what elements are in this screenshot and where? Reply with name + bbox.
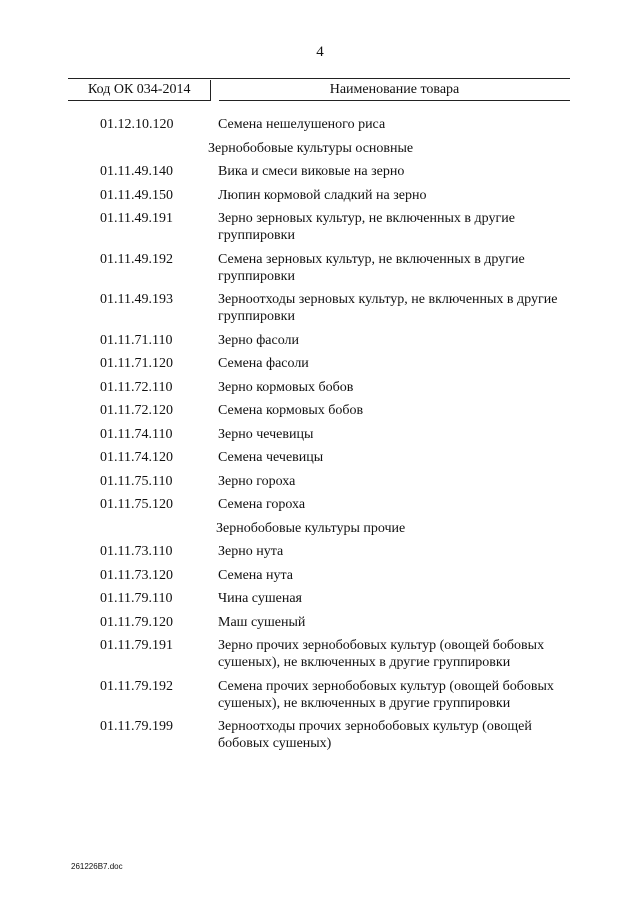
row-code: 01.11.71.110	[100, 332, 173, 348]
row-name: Зерно чечевицы	[218, 426, 314, 442]
table-row	[0, 332, 640, 349]
table-row	[0, 614, 640, 631]
footer-doc-code: 261226B7.doc	[71, 862, 123, 871]
row-name: Семена чечевицы	[218, 450, 324, 465]
table-row	[0, 210, 640, 244]
row-code: 01.11.79.120	[100, 614, 173, 630]
row-name: Зерно зерновых культур, не включенных в другие группировки	[218, 211, 515, 243]
section-heading: Зернобобовые культуры основные	[208, 140, 414, 156]
header-row	[68, 79, 570, 101]
row-code: 01.11.49.150	[100, 187, 173, 203]
row-name: Семена нута	[218, 567, 293, 583]
header-code-cell	[68, 80, 211, 101]
table-row	[0, 473, 640, 490]
table-row	[0, 567, 640, 584]
row-name: Семена нешелушеного риса	[218, 117, 386, 132]
row-code: 01.11.49.193	[100, 292, 173, 307]
table-row	[0, 187, 640, 204]
row-name: Люпин кормовой сладкий на зерно	[218, 187, 427, 203]
row-name: Семена фасоли	[218, 356, 309, 371]
table-row	[0, 251, 640, 285]
row-code: 01.11.74.110	[100, 426, 173, 442]
row-code: 01.11.71.120	[100, 356, 173, 371]
table-row	[0, 543, 640, 560]
table-row	[0, 379, 640, 396]
row-name: Зерно кормовых бобов	[218, 379, 354, 395]
row-code: 01.12.10.120	[100, 117, 174, 132]
row-code: 01.11.79.192	[100, 678, 173, 694]
table-row	[0, 355, 640, 372]
row-name: Семена прочих зернобобовых культур (овощей бобовых сушеных), не включенных в другие группировки	[218, 678, 554, 711]
table-row	[0, 678, 640, 712]
row-code: 01.11.74.120	[100, 450, 173, 465]
row-name: Чина сушеная	[218, 591, 302, 606]
row-name: Зерно фасоли	[218, 332, 300, 348]
row-name: Семена зерновых культур, не включенных в другие группировки	[218, 251, 525, 284]
row-code: 01.11.49.140	[100, 164, 173, 179]
row-code: 01.11.73.120	[100, 567, 173, 583]
row-code: 01.11.73.110	[100, 544, 173, 559]
header-name-label: Наименование товара	[219, 80, 570, 101]
row-code: 01.11.75.110	[100, 473, 173, 489]
page-number: 4	[316, 44, 324, 60]
commodity-list	[0, 116, 640, 759]
row-code: 01.11.49.191	[100, 211, 173, 226]
row-name: Зерноотходы зерновых культур, не включенных в другие группировки	[218, 292, 558, 324]
row-code: 01.11.75.120	[100, 497, 173, 512]
row-code: 01.11.72.110	[100, 379, 173, 395]
header-code-label: Код ОК 034-2014	[88, 82, 191, 97]
row-name: Зерно прочих зернобобовых культур (овощей бобовых сушеных), не включенных в другие группировки	[218, 638, 545, 670]
row-name: Зерноотходы прочих зернобобовых культур (овощей бобовых сушеных)	[218, 719, 532, 751]
table-row	[0, 426, 640, 443]
table-header	[68, 78, 570, 101]
row-code: 01.11.79.191	[100, 638, 173, 653]
row-code: 01.11.79.110	[100, 591, 173, 606]
table-row	[0, 637, 640, 671]
table-row	[0, 402, 640, 419]
row-name: Зерно гороха	[218, 473, 296, 489]
row-code: 01.11.79.199	[100, 719, 173, 734]
row-name: Маш сушеный	[218, 614, 306, 630]
row-code: 01.11.72.120	[100, 403, 173, 418]
table-row	[0, 449, 640, 466]
row-name: Вика и смеси виковые на зерно	[218, 164, 405, 179]
row-name: Зерно нута	[218, 544, 284, 559]
row-name: Семена кормовых бобов	[218, 403, 364, 418]
table-row	[0, 116, 640, 133]
table-row	[0, 496, 640, 513]
section-heading: Зернобобовые культуры прочие	[216, 520, 406, 536]
table-row	[0, 291, 640, 325]
table-row	[0, 590, 640, 607]
table-row	[0, 718, 640, 752]
row-name: Семена гороха	[218, 497, 306, 512]
row-code: 01.11.49.192	[100, 251, 173, 267]
table-row	[0, 163, 640, 180]
